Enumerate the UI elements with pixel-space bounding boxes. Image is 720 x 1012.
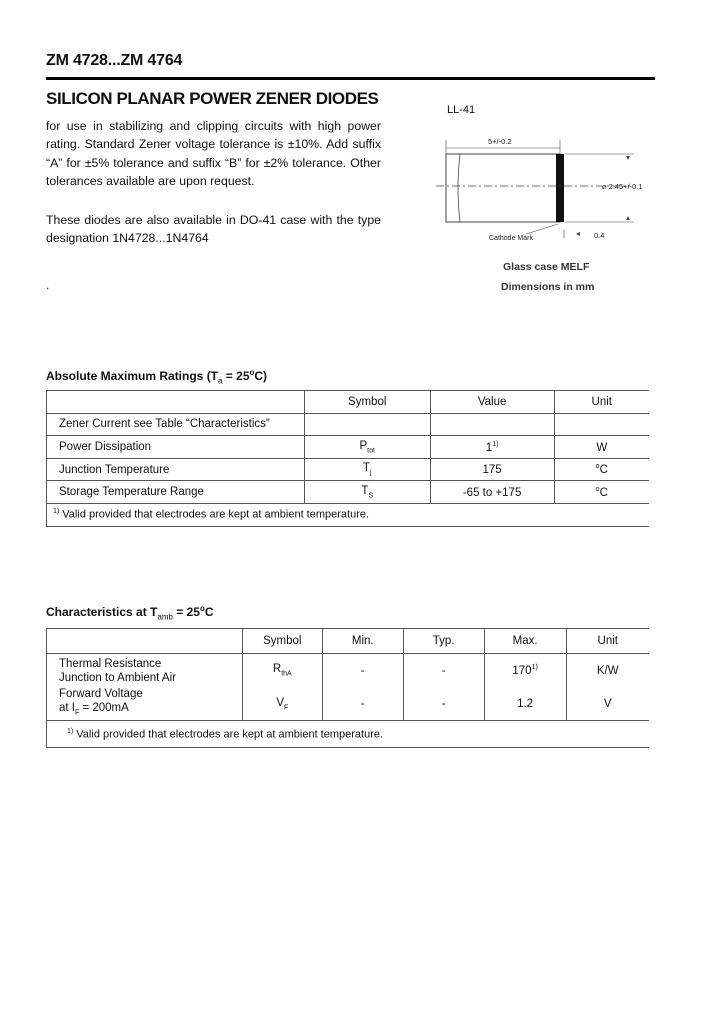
intro-paragraph-1: for use in stabilizing and clipping circuits with high power rating. Standard Zener voltage tolerance is ±10%. Add suffix “A” for ±5% tolerance and suffix “B” for ±2% tolerance. Other tolerances available are upon request.: [46, 119, 381, 188]
cathode-band: [556, 154, 564, 222]
title-rule: [46, 77, 655, 80]
min-cell: -: [322, 687, 403, 721]
amr-header-row: [47, 391, 650, 414]
characteristics-table: [46, 628, 649, 748]
char-col-unit: Unit: [566, 629, 649, 654]
amr-col-value: Value: [430, 391, 554, 414]
char-col-typ: Typ.: [403, 629, 484, 654]
table-row: [47, 436, 650, 459]
amr-col-param: [47, 391, 305, 414]
diode-left-cap: [458, 154, 460, 222]
param-cell: Power Dissipation: [47, 436, 305, 459]
typ-cell: -: [403, 654, 484, 688]
char-col-param: [47, 629, 243, 654]
min-cell: -: [322, 654, 403, 688]
value-cell: [430, 413, 554, 436]
unit-cell: [554, 413, 649, 436]
document-title: ZM 4728...ZM 4764: [46, 52, 183, 69]
typ-cell: -: [403, 687, 484, 721]
param-cell: Storage Temperature Range: [47, 481, 305, 504]
band-label: 0.4: [594, 231, 605, 240]
char-col-min: Min.: [322, 629, 403, 654]
unit-cell: $^o$C: [554, 458, 649, 481]
amr-col-symbol: Symbol: [304, 391, 430, 414]
value-cell: -65 to +175: [430, 481, 554, 504]
diode-body-outline: [446, 154, 560, 222]
unit-cell: $^o$C: [554, 481, 649, 504]
table-row: [47, 687, 650, 721]
symbol-cell: $P_{tot}$: [304, 436, 430, 459]
diameter-label: ⌀ 2.45+/-0.1: [602, 182, 643, 191]
symbol-cell: $R_{thA}$: [242, 654, 322, 688]
document-subtitle: SILICON PLANAR POWER ZENER DIODES: [46, 89, 379, 108]
intro-paragraph-2: These diodes are also available in DO-41 case with the type designation 1N4728...1N4764: [46, 213, 381, 246]
unit-cell: K/W: [566, 654, 649, 688]
case-caption: Glass case MELF: [503, 261, 590, 273]
unit-cell: W: [554, 436, 649, 459]
table-row: [47, 458, 650, 481]
package-name: LL-41: [447, 104, 476, 116]
table-row: [47, 413, 650, 436]
amr-table: [46, 390, 649, 527]
characteristics-note-row: [47, 721, 650, 748]
diameter-arrow-top: [626, 156, 630, 160]
cathode-leader: [526, 224, 558, 234]
param-cell: Junction Temperature: [47, 458, 305, 481]
band-arrow: [576, 232, 580, 236]
amr-footnote: $^{1)}$ Valid provided that electrodes are kept at ambient temperature.: [47, 503, 650, 526]
stray-dot: .: [46, 278, 50, 292]
characteristics-heading: Characteristics at $T_{amb} = 25^oC$: [46, 604, 214, 622]
table-row: [47, 481, 650, 504]
amr-heading: Absolute Maximum Ratings $(T_a = 25^oC)$: [46, 368, 268, 386]
cathode-label: Cathode Mark: [489, 235, 533, 242]
symbol-cell: $V_F$: [242, 687, 322, 721]
table-row: [47, 654, 650, 688]
characteristics-header-row: [47, 629, 650, 654]
diameter-arrow-bottom: [626, 216, 630, 220]
dimensions-caption: Dimensions in mm: [501, 281, 595, 293]
param-cell: Thermal Resistance Junction to Ambient Air: [47, 654, 243, 688]
max-cell: 170$^{1)}$: [484, 654, 566, 688]
symbol-cell: [304, 413, 430, 436]
symbol-cell: $T_S$: [304, 481, 430, 504]
param-cell: Zener Current see Table “Characteristics”: [47, 413, 305, 436]
value-cell: 175: [430, 458, 554, 481]
unit-cell: V: [566, 687, 649, 721]
value-cell: 1$^{1)}$: [430, 436, 554, 459]
max-cell: 1.2: [484, 687, 566, 721]
amr-note-row: [47, 503, 650, 526]
package-diagram: [430, 128, 666, 242]
char-col-max: Max.: [484, 629, 566, 654]
char-col-symbol: Symbol: [242, 629, 322, 654]
length-label: 5+/-0.2: [488, 137, 512, 146]
symbol-cell: $T_j$: [304, 458, 430, 481]
amr-col-unit: Unit: [554, 391, 649, 414]
characteristics-footnote: $^{1)}$ Valid provided that electrodes are kept at ambient temperature.: [47, 721, 650, 748]
param-cell: Forward Voltage at $I_F = 200mA$: [47, 687, 243, 721]
